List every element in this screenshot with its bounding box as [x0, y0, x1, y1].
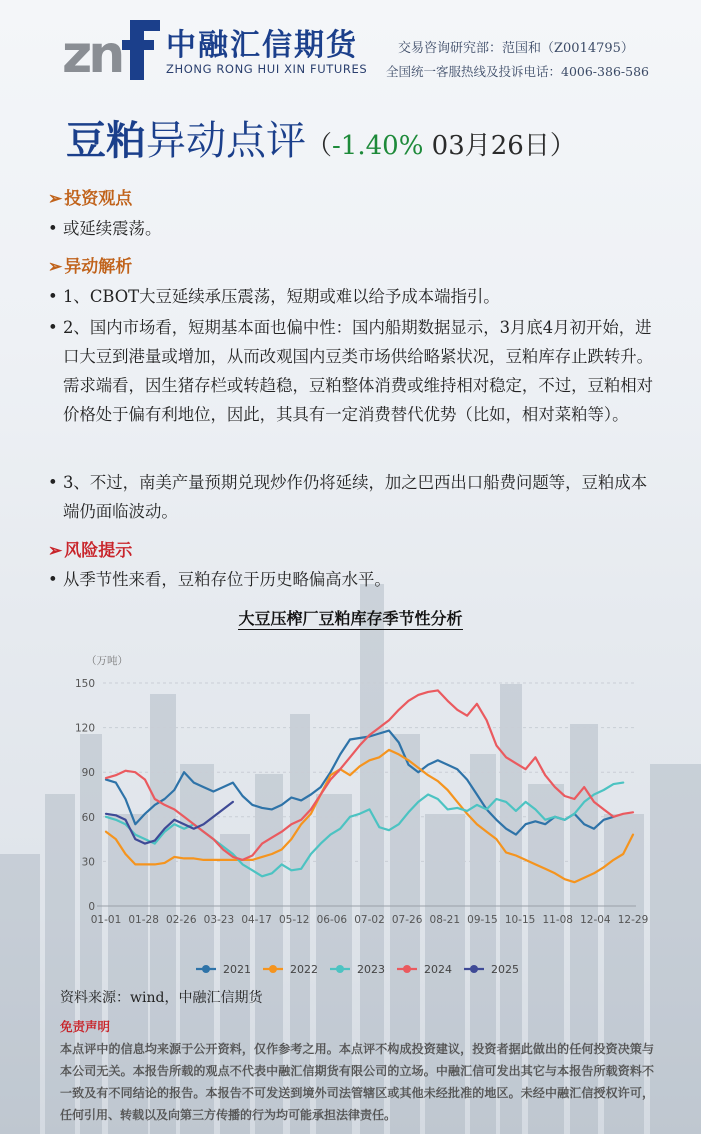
x-tick-label: 05-12	[278, 914, 310, 926]
y-tick-label: 60	[81, 811, 95, 824]
arrow-icon: ➢	[48, 189, 63, 209]
data-source: 资料来源：wind，中融汇信期货	[60, 990, 263, 1006]
y-tick-label: 90	[81, 767, 95, 780]
x-tick-label: 10-15	[504, 914, 536, 926]
company-name-en: ZHONG RONG HUI XIN FUTURES	[166, 62, 368, 76]
legend-marker-2022	[269, 965, 277, 973]
x-tick-label: 08-21	[429, 914, 461, 926]
x-tick-label: 02-26	[166, 914, 197, 926]
x-tick-label: 04-17	[241, 914, 272, 926]
y-tick-label: 120	[74, 722, 95, 735]
legend-label-2021: 2021	[223, 963, 251, 976]
bullet-icon: •	[48, 570, 58, 589]
inventory-seasonal-chart	[0, 640, 701, 985]
analysis-item-3: • 3、不过，南美产量预期兑现炒作仍将延续，加之巴西出口船费问题等，豆粕成本端仍面临波动。	[48, 468, 658, 526]
x-tick-label: 07-26	[391, 914, 423, 926]
legend-marker-2021	[202, 965, 210, 973]
disclaimer-body: 本点评中的信息均来源于公开资料，仅作参考之用。本点评不构成投资建议，投资者据此做出的任何投资决策与本公司无关。本报告所载的观点不代表中融汇信期货有限公司的立场。中融汇信可发出其它与本报告所载资料不一致及有不同结论的报告。本报告不可发送到境外司法管辖区或其他未经批准的地区。未经中融汇信授权许可，任何引用、转载以及向第三方传播的行为均可能承担法律责任。	[60, 1042, 654, 1122]
x-tick-label: 03-23	[203, 914, 235, 926]
legend-label-2022: 2022	[290, 963, 318, 976]
arrow-icon: ➢	[48, 541, 63, 561]
x-tick-label: 11-08	[542, 914, 573, 926]
title-sub: 异动点评	[146, 118, 306, 164]
legend-label-2025: 2025	[491, 963, 519, 976]
report-date: 03月26日	[423, 131, 550, 161]
chart-title: 大豆压榨厂豆粕库存季节性分析	[238, 609, 463, 628]
x-tick-label: 01-01	[90, 914, 122, 926]
bullet-icon: •	[48, 287, 58, 306]
x-tick-label: 12-29	[617, 914, 649, 926]
legend-label-2023: 2023	[357, 963, 385, 976]
title-main: 豆粕	[66, 118, 146, 164]
series-line-2023	[106, 783, 623, 877]
legend-marker-2024	[403, 965, 411, 973]
bullet-icon: •	[48, 318, 58, 337]
x-tick-label: 09-15	[467, 914, 498, 926]
arrow-icon: ➢	[48, 257, 63, 277]
bullet-icon: •	[48, 473, 58, 492]
risk-text: • 从季节性来看，豆粕存位于历史略偏高水平。	[48, 565, 658, 594]
svg-text:zn: zn	[62, 25, 122, 80]
company-name-cn: 中融汇信期货	[166, 28, 358, 63]
bullet-icon: •	[48, 219, 58, 238]
x-tick-label: 12-04	[580, 914, 611, 926]
y-tick-label: 30	[81, 856, 95, 869]
header	[0, 0, 701, 95]
x-tick-label: 06-06	[316, 914, 348, 926]
analysis-item-1: • 1、CBOT大豆延续承压震荡，短期或难以给予成本端指引。	[48, 282, 658, 311]
x-tick-label: 01-28	[128, 914, 159, 926]
company-logo-icon	[62, 14, 162, 80]
series-line-2024	[106, 690, 633, 860]
disclaimer-heading: 免责声明	[60, 1019, 111, 1034]
section-risk-heading: ➢ 风险提示	[48, 541, 133, 561]
section-view-heading: ➢ 投资观点	[48, 189, 133, 209]
analyst-line: 交易咨询研究部：范国和（Z0014795）	[398, 41, 634, 56]
section-analysis-heading: ➢ 异动解析	[48, 257, 133, 277]
y-tick-label: 0	[88, 901, 95, 913]
legend-marker-2023	[336, 965, 344, 973]
y-tick-label: 150	[74, 678, 95, 690]
legend-marker-2025	[470, 965, 478, 973]
hotline-line: 全国统一客服热线及投诉电话：4006-386-586	[386, 64, 649, 79]
page-title	[66, 114, 576, 173]
x-tick-label: 07-02	[354, 914, 385, 926]
y-unit-label: （万吨）	[86, 655, 128, 667]
view-text: • 或延续震荡。	[48, 214, 658, 243]
analysis-item-2: • 2、国内市场看，短期基本面也偏中性：国内船期数据显示，3月底4月初开始，进口大豆到港量或增加，从而改观国内豆类市场供给略紧状况，豆粕库存止跌转升。需求端看，因生猪存栏或转趋稳，豆粕整体消费或维持相对稳定，不过，豆粕相对价格处于偏有利地位，因此，其具有一定消费替代优势（比如，相对菜粕等）。	[48, 313, 658, 429]
legend-label-2024: 2024	[424, 963, 452, 976]
price-change: -1.40%	[332, 131, 424, 161]
title-paren-close: ）	[549, 131, 576, 161]
title-paren-open: （	[306, 131, 333, 161]
